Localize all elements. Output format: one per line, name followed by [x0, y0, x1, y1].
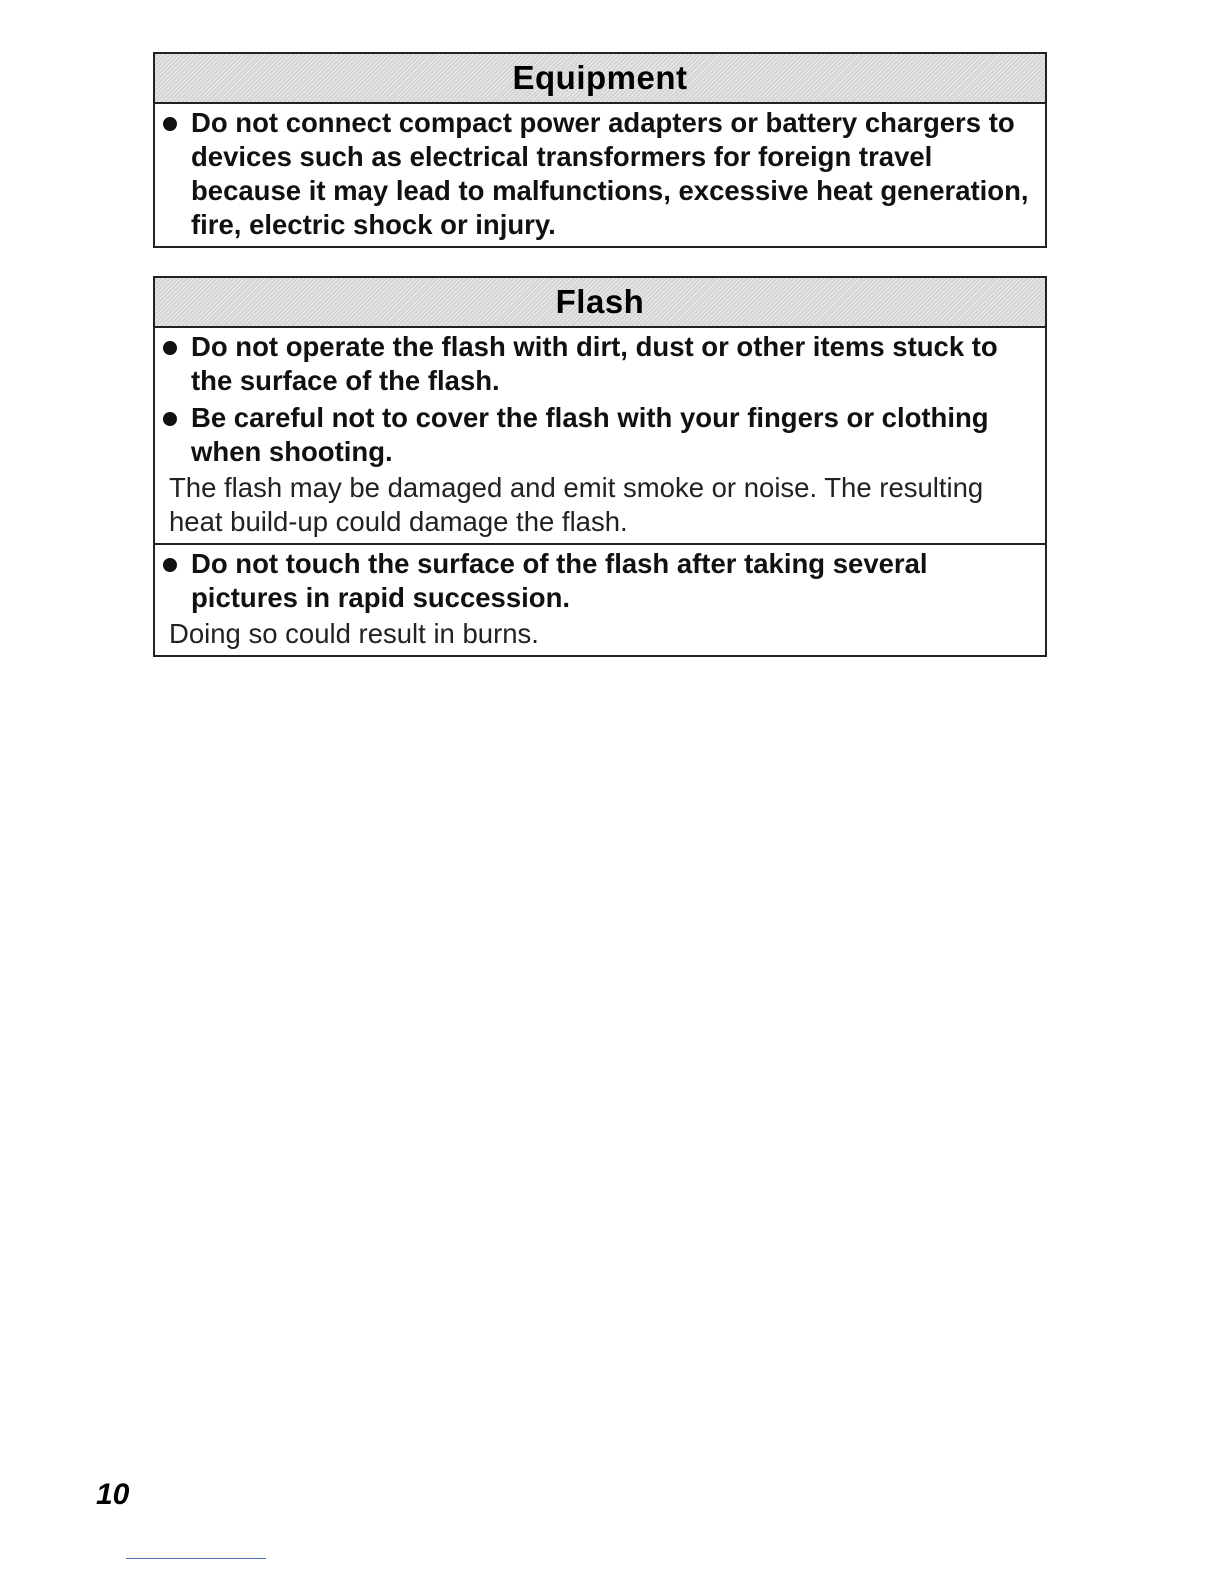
bottom-divider — [126, 1558, 266, 1559]
equipment-bullet-text: Do not connect compact power adapters or battery chargers to devices such as electrical transformers for foreign travel because it may lead to malfunctions, excessive heat generation, fire, electric shock or injury. — [191, 107, 1029, 240]
page-number: 10 — [96, 1478, 130, 1511]
bullet-dot-icon — [163, 558, 177, 572]
equipment-bullet-item — [155, 106, 1045, 242]
flash-bullet-text: Be careful not to cover the flash with your fingers or clothing when shooting. — [191, 402, 989, 467]
flash-title: Flash — [555, 283, 645, 320]
equipment-section — [155, 104, 1045, 246]
equipment-box — [153, 52, 1047, 248]
flash-box — [153, 276, 1047, 657]
flash-note: Doing so could result in burns. — [169, 618, 539, 649]
bullet-dot-icon — [163, 117, 177, 131]
flash-section-1 — [155, 328, 1045, 543]
equipment-header — [155, 54, 1045, 104]
bullet-dot-icon — [163, 412, 177, 426]
flash-bullet-item — [155, 401, 1045, 469]
flash-bullet-item — [155, 330, 1045, 398]
equipment-title: Equipment — [512, 59, 688, 96]
flash-bullet-text: Do not operate the flash with dirt, dust or other items stuck to the surface of the flash. — [191, 331, 998, 396]
bullet-dot-icon — [163, 341, 177, 355]
flash-bullet-item — [155, 547, 1045, 615]
flash-section-2 — [155, 543, 1045, 655]
flash-header — [155, 278, 1045, 328]
flash-note: The flash may be damaged and emit smoke or noise. The resulting heat build-up could damage the flash. — [169, 472, 984, 537]
flash-bullet-text: Do not touch the surface of the flash after taking several pictures in rapid succession. — [191, 548, 928, 613]
